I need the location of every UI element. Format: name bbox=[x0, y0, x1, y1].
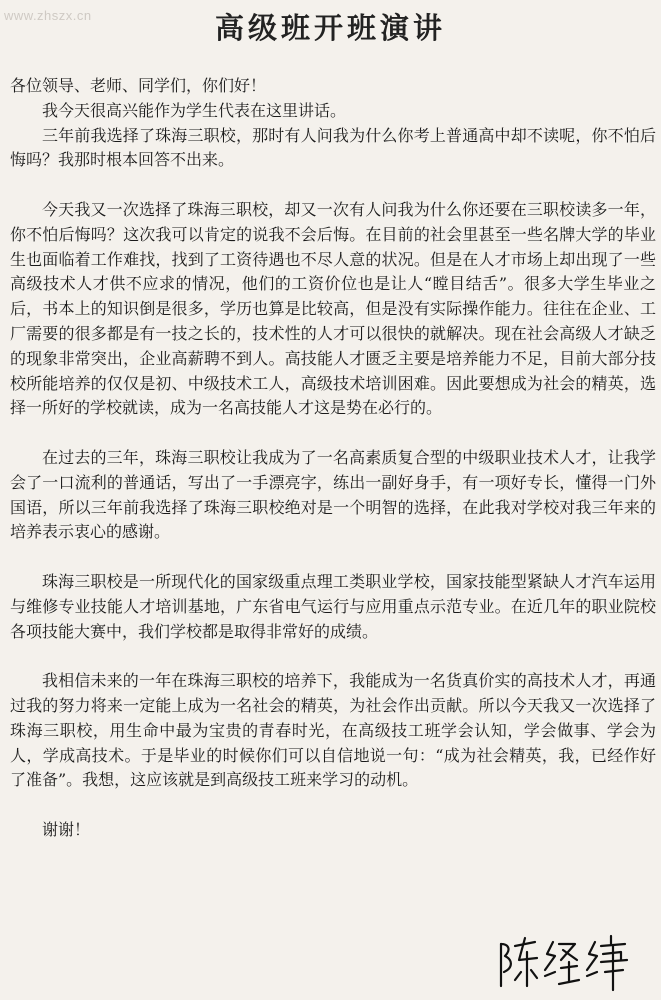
paragraph-future: 我相信未来的一年在珠海三职校的培养下，我能成为一名货真价实的高技术人才，再通过我的努力将来一定能上成为一名社会的精英，为社会作出贡献。所以今天我又一次选择了珠海三职校，用生命中最为宝贵的青春时光，在高级技工班学会认知，学会做事、学会为人，学成高技术。于是毕业的时候你们可以自信地说一句：“成为社会精英，我，已经作好了准备”。我想，这应该就是到高级技工班来学习的动机。 bbox=[10, 671, 656, 790]
watermark: www.zhszx.cn bbox=[4, 8, 92, 23]
paragraph-school-intro: 珠海三职校是一所现代化的国家级重点理工类职业学校，国家技能型紧缺人才汽车运用与维修专业技能人才培训基地，广东省电气运行与应用重点示范专业。在近几年的职业院校各项技能大赛中，我们学校都是取得非常好的成绩。 bbox=[10, 571, 656, 641]
handwritten-signature bbox=[495, 930, 635, 992]
closing-thanks: 谢谢！ bbox=[42, 819, 91, 839]
speech-body bbox=[10, 74, 656, 843]
paragraph-intro: 我今天很高兴能作为学生代表在这里讲话。 bbox=[42, 100, 347, 120]
paragraph-past-three-years: 在过去的三年，珠海三职校让我成为了一名高素质复合型的中级职业技术人才，让我学会了一口流利的普通话，写出了一手漂亮字，练出一副好身手，有一项好专长，懂得一门外国语，所以三年前我选择了珠海三职校绝对是一个明智的选择，在此我对学校对我三年来的培养表示衷心的感谢。 bbox=[10, 447, 656, 542]
page-title: 高级班开班演讲 bbox=[214, 11, 446, 45]
paragraph-choice-again: 今天我又一次选择了珠海三职校，却又一次有人问我为什么你还要在三职校读多一年，你不怕后悔吗？这次我可以肯定的说我不会后悔。在目前的社会里甚至一些名牌大学的毕业生也面临着工作难找，找到了工资待遇也不尽人意的状况。但是在人才市场上却出现了一些高级技术人才供不应求的情况，他们的工资价位也是让人“瞠目结舌”。很多大学生毕业之后，书本上的知识倒是很多，学历也算是比较高，但是没有实际操作能力。往往在企业、工厂需要的很多都是有一技之长的，技术性的人才可以很快的就解决。现在社会高级人才缺乏的现象非常突出，企业高薪聘不到人。高技能人才匮乏主要是培养能力不足，目前大部分技校所能培养的仅仅是初、中级技术工人，高级技术培训困难。因此要想成为社会的精英，选择一所好的学校就读，成为一名高技能人才这是势在必行的。 bbox=[10, 199, 656, 418]
greeting: 各位领导、老师、同学们，你们好！ bbox=[10, 76, 267, 95]
paragraph-three-years-ago: 三年前我选择了珠海三职校，那时有人问我为什么你考上普通高中却不读呢，你不怕后悔吗？我那时根本回答不出来。 bbox=[10, 125, 656, 170]
